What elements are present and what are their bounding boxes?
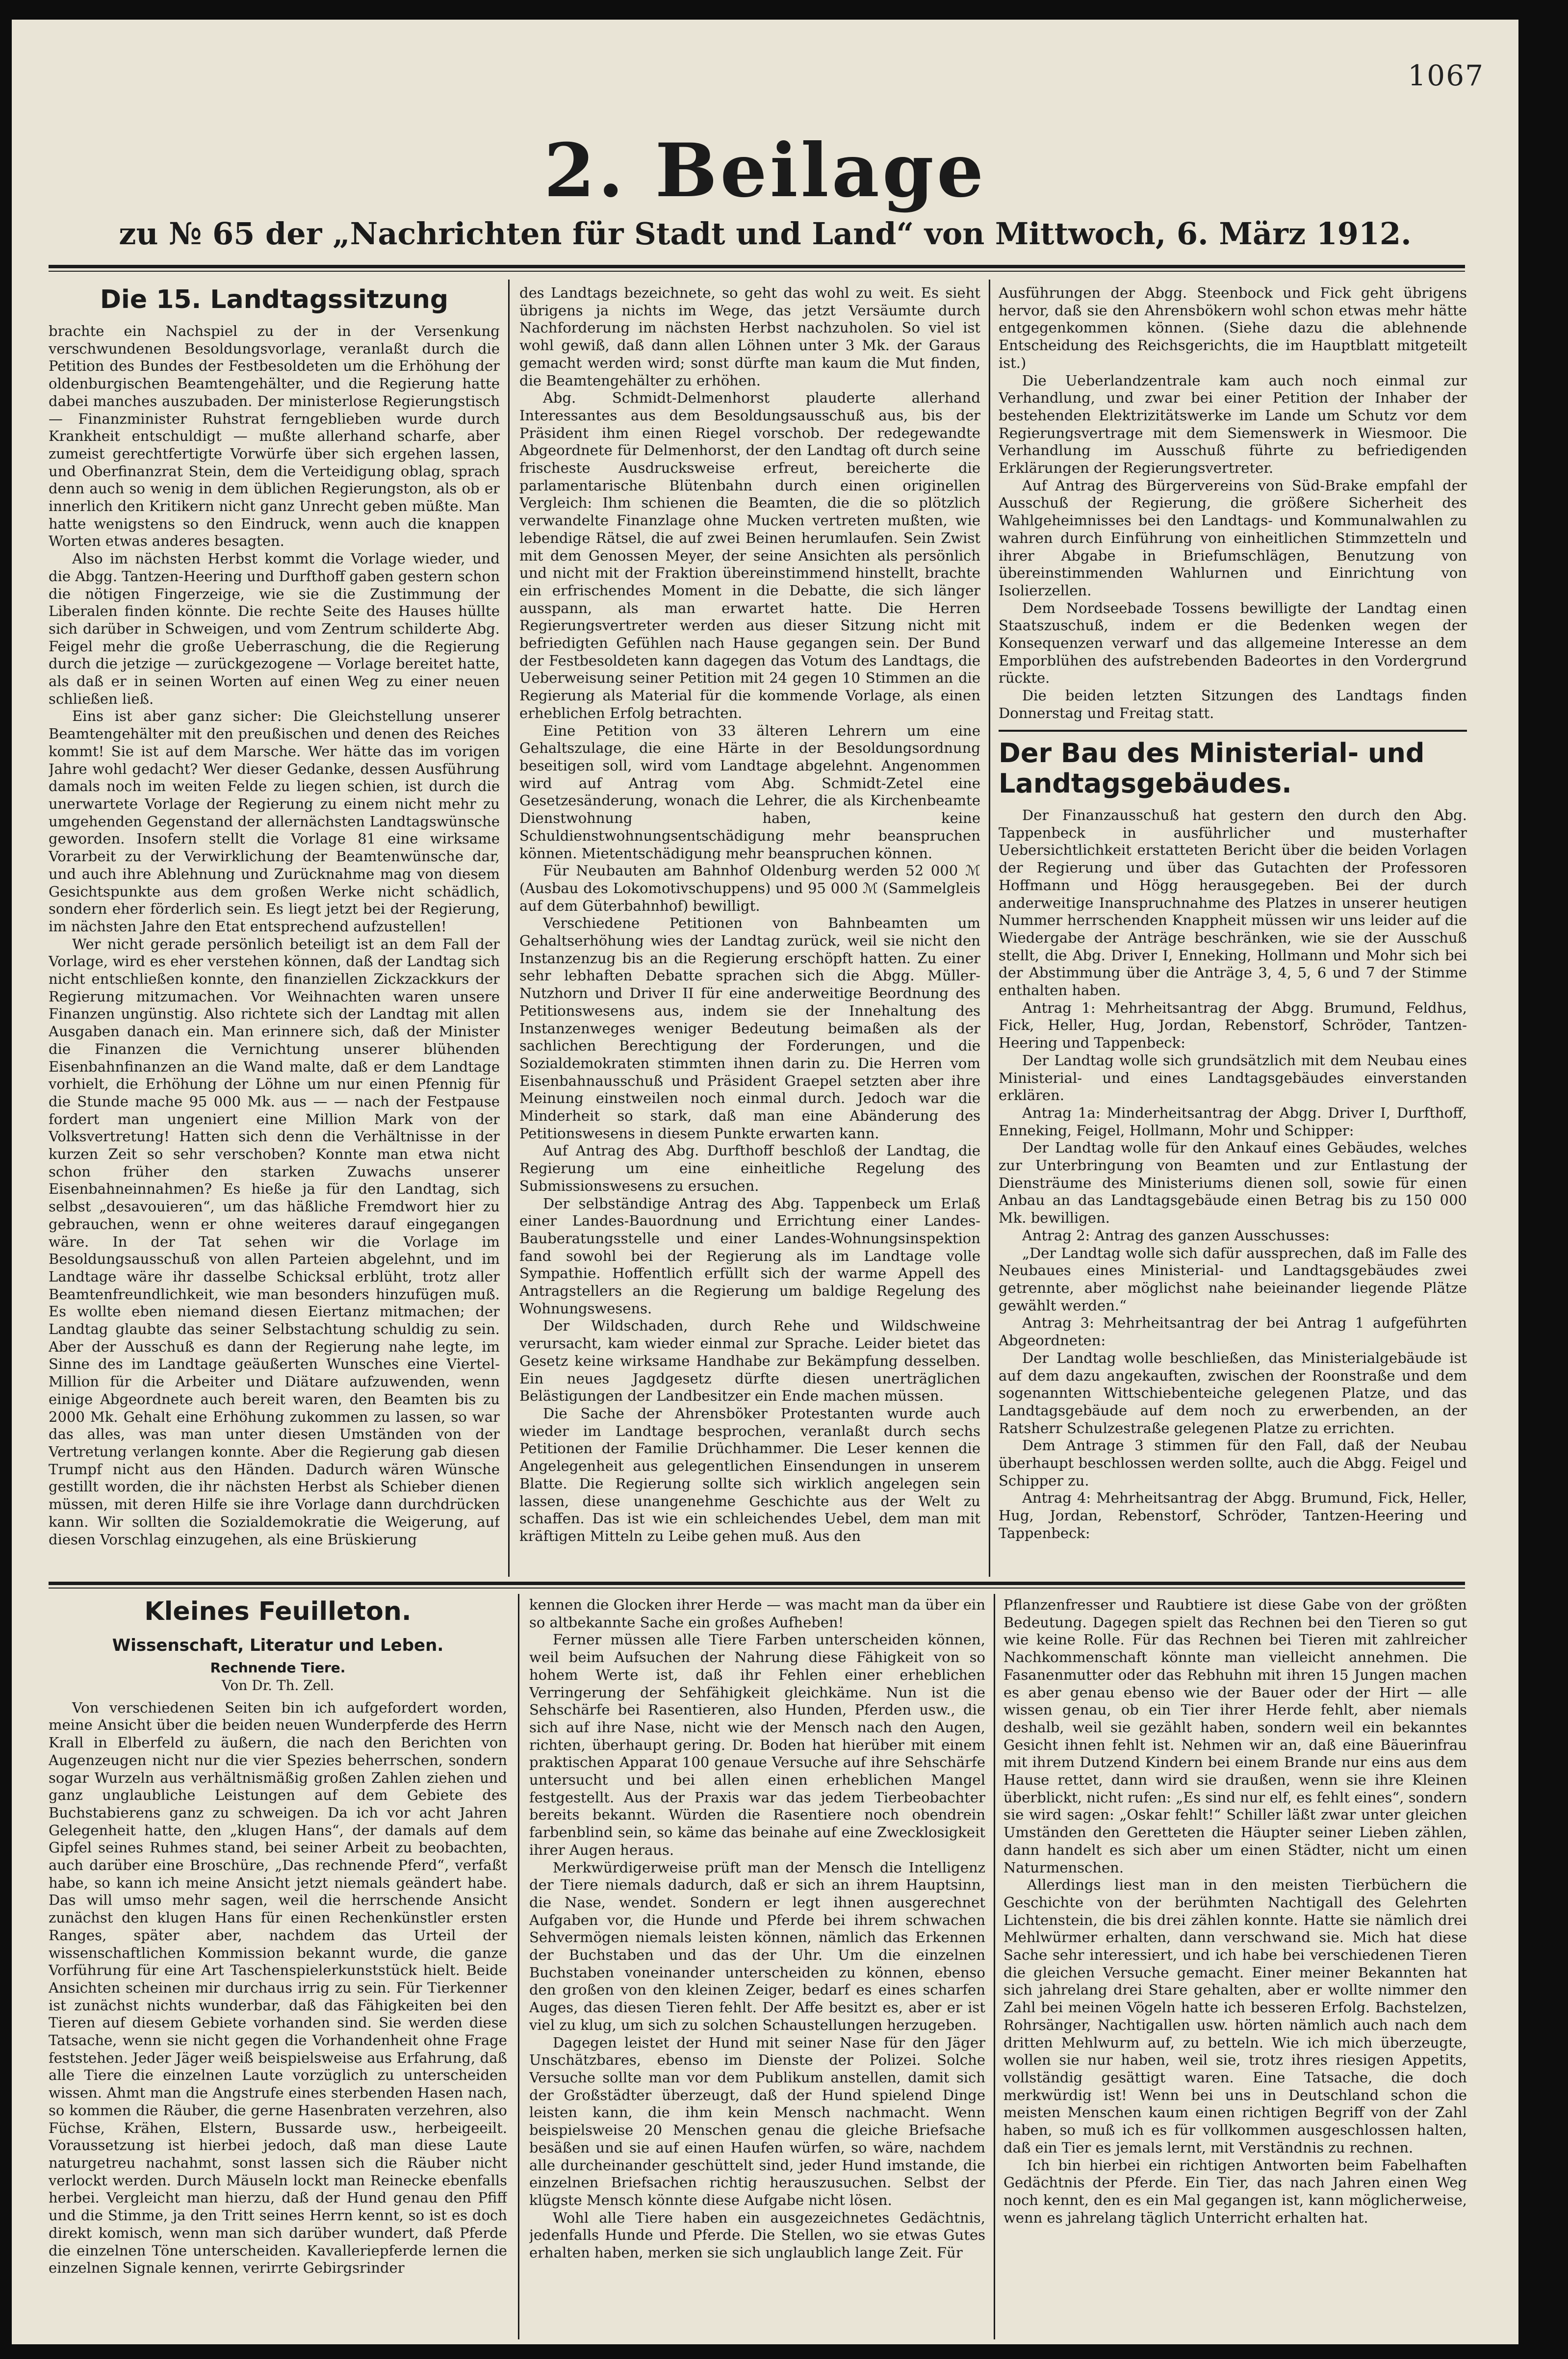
- column-rule-2: [989, 280, 990, 1577]
- paragraph: Wer nicht gerade persönlich beteiligt ist an dem Fall der Vorlage, wird es eher verstehen können, daß der Landtag sich nicht entschließen konnte, den finanziellen Zickzackkurs der Regierung mitzumachen. Vor Weihnachten waren unsere Finanzen ungünstig. Also richtete sich der Landtag mit allen Ausgaben danach ein. Man erinnere sich, daß der Minister die Finanzen die Vernichtung unserer blühenden Eisenbahnfinanzen an die Wand malte, daß er dem Landtage vorhielt, die Erhöhung der Löhne um nur einen Pfennig für die Stunde mache 95 000 Mk. aus — — nach der Festpause fordert man ungeniert eine Million Mark von der Volksvertretung! Hatten sich denn die Verhältnisse in der kurzen Zeit so sehr verschoben? Konnte man etwa nicht schon früher den starken Zuwachs unserer Eisenbahneinnahmen? Es hieße ja für den Landtag, sich selbst „desavouieren“, um das häßliche Fremdwort hier zu gebrauchen, wenn er ohne weiteres darauf eingegangen wäre. In der Tat sehen wir die Vorlage im Besoldungsausschuß von allen Parteien abgelehnt, und im Landtage wäre ihr dasselbe Schicksal erblüht, trotz aller Beamtenfreundlichkeit, wie man besonders hinzufügen muß. Es wollte eben niemand diesen Eiertanz mitmachen; der Landtag glaubte das seiner Selbstachtung schuldig zu sein. Aber der Ausschuß es dann der Regierung nahe legte, im Sinne des im Landtage geäußerten Wunsches eine Viertel-Million für die Arbeiter und Diätare aufzuwenden, wenn einige Abgeordnete auch bereit waren, den Beamten bis zu 2000 Mk. Gehalt eine Erhöhung zukommen zu lassen, so war das alles, was man unter diesen Umständen von der Vertretung verlangen konnte. Aber die Regierung gab diesen Trumpf nicht aus den Händen. Dadurch wären Wünsche gestillt worden, die ihr nächsten Herbst als Schieber dienen müssen, mit deren Hilfe sie ihre Vorlage dann durchdrücken kann. Wir sollten die Sozialdemokratie die Weigerung, auf diesen Vorschlag einzugehen, als eine Brüskierung: [49, 935, 500, 1548]
- column-rule-3: [518, 1594, 519, 2339]
- paragraph: Antrag 3: Mehrheitsantrag der bei Antrag 1 aufgeführten Abgeordneten:: [999, 1314, 1467, 1349]
- paragraph: Ferner müssen alle Tiere Farben unterscheiden können, weil beim Aufsuchen der Nahrung diese Fähigkeit von so hohem Werte ist, daß ihr Fehlen einer erheblichen Verringerung der Sehfähigkeit gleichkäme. Nun ist die Sehschärfe bei Rasentieren, also Hunden, Pferden usw., die sich auf ihre Nase, nicht wie der Mensch nach den Augen, richten, überhaupt gering. Dr. Boden hat hierüber mit einem praktischen Apparat 100 genaue Versuche auf ihre Sehschärfe untersucht und bei allen einen erheblichen Mangel festgestellt. Aus der Praxis war das jedem Tierbeobachter bereits bekannt. Würden die Rasentiere noch obendrein farbenblind sein, so käme das beinahe auf eine Zwecklosigkeit ihrer Augen heraus.: [529, 1631, 985, 1858]
- ministerial-column: [999, 738, 1467, 1574]
- paragraph: Wohl alle Tiere haben ein ausgezeichnetes Gedächtnis, jedenfalls Hunde und Pferde. Die Stellen, wo sie etwas Gutes erhalten haben, merken sie sich unglaublich lange Zeit. Für: [529, 2209, 985, 2261]
- paragraph: Der Landtag wolle sich grundsätzlich mit dem Neubau eines Ministerial- und eines Landtagsgebäudes einverstanden erklären.: [999, 1051, 1467, 1104]
- landtag-heading: Die 15. Landtagssitzung: [100, 285, 449, 314]
- feuilleton-rule: [49, 1582, 1465, 1585]
- landtag-column-3: [999, 284, 1467, 726]
- paragraph: Der Landtag wolle für den Ankauf eines Gebäudes, welches zur Unterbringung von Beamten und zur Entlastung der Diensträume des Ministeriums dienen soll, sowie für einen Anbau an das Landtagsgebäude einen Betrag bis zu 150 000 Mk. bewilligen.: [999, 1139, 1467, 1227]
- paragraph: Antrag 4: Mehrheitsantrag der Abgg. Brumund, Fick, Heller, Hug, Jordan, Rebenstorf, Schröder, Tantzen-Heering und Tappenbeck:: [999, 1489, 1467, 1541]
- feuilleton-rule-thin: [49, 1588, 1465, 1589]
- ministerial-heading: Der Bau des Ministerial- und Landtagsgebäudes.: [999, 738, 1425, 799]
- paragraph: Eins ist aber ganz sicher: Die Gleichstellung unserer Beamtengehälter mit den preußischen und denen des Reiches kommt! Sie ist auf dem Marsche. Wer hätte das im vorigen Jahre wohl gedacht? Wer dieser Gedanke, dessen Ausführung damals noch im weiten Felde zu liegen schien, ist durch die unerwartete Vorlage der Regierung zu einem nicht mehr zu umgehenden Gegenstand der allernächsten Landtagswünsche geworden. Insofern stellt die Vorlage 81 eine wirksame Vorarbeit zu der Verwirklichung der Beamtenwünsche dar, und auch ihre Ablehnung und Zurücknahme mag von diesem Gesichtspunkte aus dem großen Werke nicht schädlich, sondern eher förderlich sein. Es liegt jetzt bei der Regierung, im nächsten Jahre den Etat entsprechend aufzustellen!: [49, 708, 500, 935]
- paragraph: „Der Landtag wolle sich dafür aussprechen, daß im Falle des Neubaues eines Ministerial- und Landtagsgebäudes zwei getrennte, aber möglichst nahe beieinander liegende Plätze gewählt werden.“: [999, 1244, 1467, 1314]
- paragraph: Der Landtag wolle beschließen, das Ministerialgebäude ist auf dem dazu angekauften, zwischen der Roonstraße und dem sogenannten Wittschiebenteiche gelegenen Platze, und das Landtagsgebäude auf dem noch zu erwerbenden, an der Ratsherr Schulzestraße gelegenen Platze zu errichten.: [999, 1349, 1467, 1436]
- paragraph: kennen die Glocken ihrer Herde — was macht man da über ein so altbekannte Sache ein großes Aufheben!: [529, 1596, 985, 1631]
- feuilleton-column-1: [49, 1596, 507, 2342]
- page-number: 1067: [1408, 59, 1484, 92]
- masthead-rule-thin: [49, 271, 1465, 272]
- feuilleton-heading: Kleines Feuilleton.: [144, 1597, 411, 1626]
- landtag-column-2: [519, 284, 980, 1574]
- paragraph: Auf Antrag des Abg. Durfthoff beschloß der Landtag, die Regierung um eine einheitliche Regelung des Submissionswesens zu ersuchen.: [519, 1142, 980, 1194]
- paragraph: Für Neubauten am Bahnhof Oldenburg werden 52 000 ℳ (Ausbau des Lokomotivschuppens) und 95 000 ℳ (Sammelgleis auf dem Güterbahnhof) bewilligt.: [519, 862, 980, 914]
- paragraph: des Landtags bezeichnete, so geht das wohl zu weit. Es sieht übrigens ja nichts im Wege, das jetzt Versäumte durch Nachforderung im nächsten Herbst nachzuholen. So viel ist wohl gewiß, daß dann allen Löhnen unter 3 Mk. der Garaus gemacht werden wird; sonst dürfte man kaum die Mut finden, die Beamtengehälter zu erhöhen.: [519, 284, 980, 389]
- paragraph: Allerdings liest man in den meisten Tierbüchern die Geschichte von der berühmten Nachtigall des Gelehrten Lichtenstein, die bis drei zählen konnte. Hatte sie nämlich drei Mehlwürmer erhalten, dann verschwand sie. Mich hat diese Sache sehr interessiert, und ich habe bei verschiedenen Tieren die gleichen Versuche gemacht. Einer meiner Bekannten hat sich jahrelang drei Stare gehalten, aber er wollte nimmer den Zahl bei meinen Vögeln hatte ich besseren Erfolg. Bachstelzen, Rohrsänger, Nachtigallen usw. hörten nämlich auch nach dem dritten Mehlwurm auf, zu betteln. Wie ich mich überzeugte, wollen sie nur haben, weil sie, trotz ihres riesigen Appetits, vollständig gesättigt waren. Eine Tatsache, die doch merkwürdig ist! Wenn bei uns in Deutschland schon die meisten Menschen kaum einen richtigen Begriff von der Zahl haben, so muß ich es für vollkommen ausgeschlossen halten, daß ein Tier es jemals lernt, mit Verständnis zu rechnen.: [1003, 1876, 1467, 2156]
- paragraph: Von verschiedenen Seiten bin ich aufgefordert worden, meine Ansicht über die beiden neuen Wunderpferde des Herrn Krall in Elberfeld zu äußern, die nach den Berichten von Augenzeugen nicht nur die vier Spezies beherrschen, sondern sogar Wurzeln aus verhältnismäßig großen Zahlen ziehen und ganz unglaubliche Leistungen auf dem Gebiete des Buchstabierens ganz zu schweigen. Da ich vor acht Jahren Gelegenheit hatte, den „klugen Hans“, der damals auf dem Gipfel seines Ruhmes stand, bei seiner Arbeit zu beobachten, auch darüber eine Broschüre, „Das rechnende Pferd“, verfaßt habe, so kann ich meine Ansicht jetzt niemals geändert habe. Das will umso mehr sagen, weil die herrschende Ansicht zunächst den klugen Hans für einen Rechenkünstler ersten Ranges, später aber, nachdem das Urteil der wissenschaftlichen Kommission bekannt wurde, die ganze Vorführung für eine Art Taschenspielerkunststück hielt. Beide Ansichten scheinen mir durchaus irrig zu sein. Für Tierkenner ist zunächst nichts wunderbar, daß das Fähigkeiten bei den Tieren auf diesem Gebiete vorhanden sind. Sie werden diese Tatsache, wenn sie nicht gegen die Vorhandenheit ohne Frage feststehen. Jeder Jäger weiß beispielsweise aus Erfahrung, daß alle Tiere die einzelnen Laute vorzüglich zu unterscheiden wissen. Ahmt man die Angstrufe eines sterbenden Hasen nach, so kommen die Räuber, die gerne Hasenbraten verzehren, also Füchse, Krähen, Elstern, Bussarde usw., herbeigeeilt. Voraussetzung ist hierbei jedoch, daß man diese Laute naturgetreu nachahmt, sonst lassen sich die Räuber nicht verlockt werden. Durch Mäuseln lockt man Reinecke ebenfalls herbei. Vergleicht man hierzu, daß der Hund genau den Pfiff und die Stimme, ja den Tritt seines Herrn kennt, so ist es doch direkt komisch, wenn man sich darüber wundert, daß Pferde die einzelnen Töne unterscheiden. Kavalleriepferde lernen die einzelnen Signale kennen, verirrte Gebirgsrinder: [49, 1699, 507, 2277]
- article-separator: [999, 730, 1467, 732]
- paragraph: Antrag 1a: Minderheitsantrag der Abgg. Driver I, Durfthoff, Enneking, Feigel, Hollmann, Mohr und Schipper:: [999, 1104, 1467, 1139]
- paragraph: Also im nächsten Herbst kommt die Vorlage wieder, und die Abgg. Tantzen-Heering und Durfthoff gaben gestern schon die nötigen Fingerzeige, wie sie die Zustimmung der Liberalen finden könnte. Die rechte Seite des Hauses hüllte sich darüber in Schweigen, und vom Zentrum schilderte Abg. Feigel mehr die große Ueberraschung, die die Regierung durch die jetzige — zurückgezogene — Vorlage bereitet hatte, als daß er in seinen Worten auf einen Weg zu einer neuen schließen ließ.: [49, 550, 500, 707]
- landtag-column-1: [49, 284, 500, 1574]
- paragraph: brachte ein Nachspiel zu der in der Versenkung verschwundenen Besoldungsvorlage, veranlaßt durch die Petition des Bundes der Festbesoldeten um die Erhöhung der oldenburgischen Beamtengehälter, und die Regierung hatte dabei manches auszubaden. Der ministerlose Regierungstisch — Finanzminister Ruhstrat ferngeblieben wurde durch Krankheit entschuldigt — mußte allerhand scharfe, aber zumeist gerechtfertigte Vorwürfe über sich ergehen lassen, und Oberfinanzrat Stein, dem die Verteidigung oblag, sprach denn auch so wenig in dem üblichen Regierungston, als ob er innerlich den Kritikern nicht ganz Unrecht geben müßte. Man hatte wenigstens so den Eindruck, wenn auch die knappen Worten etwas anderes besagten.: [49, 323, 500, 550]
- paragraph: Eine Petition von 33 älteren Lehrern um eine Gehaltszulage, die eine Härte in der Besoldungsordnung beseitigen soll, wird vom Landtage abgelehnt. Angenommen wird auf Antrag vom Abg. Schmidt-Zetel eine Gesetzesänderung, wonach die Lehrer, die als Kirchenbeamte Dienstwohnung haben, keine Schuldienstwohnungsentschädigung mehr beanspruchen können. Mietentschädigung mehr beanspruchen können.: [519, 722, 980, 862]
- paragraph: Ich bin hierbei ein richtigen Antworten beim Fabelhaften Gedächtnis der Pferde. Ein Tier, das nach Jahren einen Weg noch kennt, den es ein Mal gegangen ist, kann möglicherweise, wenn es jahrelang täglich Unterricht erhalten hat.: [1003, 2156, 1467, 2226]
- supplement-title: 2. Beilage: [543, 128, 987, 214]
- newspaper-page: [12, 20, 1518, 2344]
- byline: Von Dr. Th. Zell.: [221, 1677, 334, 1693]
- paragraph: Die Ueberlandzentrale kam auch noch einmal zur Verhandlung, und zwar bei einer Petition der Inhaber der bestehenden Elektrizitätswerke im Lande um Schutz vor dem Regierungsvertrage mit dem Siemenswerk in Wiesmoor. Die Verhandlung im Ausschuß führte zu befriedigenden Erklärungen der Regierungsvertreter.: [999, 372, 1467, 477]
- paragraph: Antrag 2: Antrag des ganzen Ausschusses:: [1022, 1227, 1330, 1244]
- section-heading: Wissenschaft, Literatur und Leben.: [112, 1636, 444, 1655]
- paragraph: Die Sache der Ahrensböker Protestanten wurde auch wieder im Landtage besprochen, veranlaßt durch sechs Petitionen der Familie Drüchhammer. Die Leser kennen die Angelegenheit aus gelegentlichen Einsendungen in unserem Blatte. Die Regierung sollte sich wirklich angelegen sein lassen, diese unangenehme Geschichte aus der Welt zu schaffen. Das ist wie ein schleichendes Uebel, dem man mit kräftigen Mitteln zu Leibe gehen muß. Aus den: [519, 1405, 980, 1544]
- paragraph: Der selbständige Antrag des Abg. Tappenbeck um Erlaß einer Landes-Bauordnung und Errichtung einer Landes-Bauberatungsstelle und einer Landes-Wohnungsinspektion fand sowohl bei der Regierung als im Landtage volle Sympathie. Hoffentlich erfüllt sich der warme Appell des Antragstellers an die Regierung um baldige Regelung des Wohnungswesens.: [519, 1195, 980, 1317]
- paragraph: Merkwürdigerweise prüft man der Mensch die Intelligenz der Tiere niemals dadurch, daß er sich an ihrem Hauptsinn, die Nase, wendet. Sondern er legt ihnen ausgerechnet Aufgaben vor, die Hunde und Pferde bei ihrem schwachen Sehvermögen niemals leisten können, nämlich das Erkennen der Buchstaben und das der Uhr. Um die einzelnen Buchstaben voneinander unterscheiden zu können, ebenso den großen von den kleinen Zeiger, bedarf es eines scharfen Auges, das diesen Tieren fehlt. Der Affe besitzt es, aber er ist viel zu klug, um sich zu solchen Schaustellungen herzugeben.: [529, 1859, 985, 2033]
- paragraph: Die beiden letzten Sitzungen des Landtags finden Donnerstag und Freitag statt.: [999, 687, 1467, 721]
- paragraph: Der Finanzausschuß hat gestern den durch den Abg. Tappenbeck in ausführlicher und musterhafter Uebersichtlichkeit erstatteten Bericht über die beiden Vorlagen der Regierung und über das Gutachten der Professoren Hoffmann und Högg herausgegeben. Bei der durch anderweitige Inanspruchnahme des Platzes in unserer heutigen Nummer herrschenden Knappheit müssen wir uns leider auf die Wiedergabe der Anträge beschränken, wie sie der Ausschuß stellt, die Abg. Driver I, Enneking, Hollmann und Mohr sich bei der Abstimmung über die Anträge 3, 4, 5, 6 und 7 der Stimme enthalten haben.: [999, 807, 1467, 999]
- paragraph: Antrag 1: Mehrheitsantrag der Abgg. Brumund, Feldhus, Fick, Heller, Hug, Jordan, Rebenstorf, Schröder, Tantzen-Heering und Tappenbeck:: [999, 999, 1467, 1051]
- paragraph: Dagegen leistet der Hund mit seiner Nase für den Jäger Unschätzbares, ebenso im Dienste der Polizei. Solche Versuche sollte man vor dem Publikum anstellen, damit sich der Großstädter überzeugt, daß der Hund spielend Dinge leisten kann, die ihm kein Mensch nachmacht. Wenn beispielsweise 20 Menschen genau die gleiche Briefsache besäßen und sie auf einen Haufen würfen, so wäre, nachdem alle durcheinander geschüttelt sind, jeder Hund imstande, die einzelnen Briefsachen richtig herauszusuchen. Selbst der klügste Mensch könnte diese Aufgabe nicht lösen.: [529, 2034, 985, 2208]
- paragraph: Dem Nordseebade Tossens bewilligte der Landtag einen Staatszuschuß, indem er die Bedenken wegen der Konsequenzen verwarf und das allgemeine Interesse an dem Emporblühen des aufstrebenden Badeortes in den Vordergrund rückte.: [999, 599, 1467, 687]
- paragraph: Auf Antrag des Bürgervereins von Süd-Brake empfahl der Ausschuß der Regierung, die größere Sicherheit des Wahlgeheimnisses bei den Landtags- und Kommunalwahlen zu wahren durch Einführung von einheitlichen Stimmzetteln und ihrer Abgabe in Briefumschlägen, Benutzung von übereinstimmenden Wahlurnen und Einrichtung von Isolierzellen.: [999, 477, 1467, 599]
- article-title: Rechnende Tiere.: [210, 1660, 346, 1676]
- masthead-rule: [49, 265, 1465, 268]
- column-rule-4: [994, 1594, 995, 2339]
- issue-line: zu № 65 der „Nachrichten für Stadt und Land“ von Mittwoch, 6. März 1912.: [119, 216, 1412, 252]
- paragraph: Der Wildschaden, durch Rehe und Wildschweine verursacht, kam wieder einmal zur Sprache. Leider bietet das Gesetz keine wirksame Handhabe zur Bekämpfung desselben. Ein neues Jagdgesetz dürfte diesen unerträglichen Belästigungen der Landbesitzer ein Ende machen müssen.: [519, 1317, 980, 1405]
- column-rule-1: [508, 280, 510, 1577]
- paragraph: Ausführungen der Abgg. Steenbock und Fick geht übrigens hervor, daß sie den Ahrensbökern wohl schon etwas mehr hätte entgegenkommen können. (Siehe dazu die ablehnende Entscheidung des Reichsgerichts, die im Hauptblatt mitgeteilt ist.): [999, 284, 1467, 371]
- paragraph: Abg. Schmidt-Delmenhorst plauderte allerhand Interessantes aus dem Besoldungsausschuß aus, bis der Präsident ihm einen Riegel vorschob. Der redegewandte Abgeordnete für Delmenhorst, der den Landtag oft durch seine frischeste Ausdrucksweise erfreut, bereicherte die parlamentarische Blütenbahn durch einen originellen Vergleich: Ihm schienen die Beamten, die die so plötzlich verwandelte Finanzlage ohne Mucken vertreten mußten, wie lebendige Rätsel, die auf zwei Beinen herumlaufen. Sein Zwist mit dem Genossen Meyer, der seine Ansichten als persönlich und nicht mit der Fraktion übereinstimmend hinstellt, brachte ein erfrischendes Moment in die Debatte, die sich länger ausspann, als man erwartet hatte. Die Herren Regierungsvertreter werden aus dieser Sitzung nicht mit befriedigten Gefühlen nach Hause gegangen sein. Der Bund der Festbesoldeten kann dagegen das Votum des Landtags, die Ueberweisung seiner Petition mit 24 gegen 10 Stimmen an die Regierung als Material für die kommende Vorlage, als einen erheblichen Erfolg betrachten.: [519, 389, 980, 721]
- paragraph: Pflanzenfresser und Raubtiere ist diese Gabe von der größten Bedeutung. Dagegen spielt das Rechnen bei den Tieren so gut wie keine Rolle. Für das Rechnen bei Tieren mit zahlreicher Nachkommenschaft könnte man vielleicht annehmen. Die Fasanenmutter oder das Rebhuhn mit ihren 15 Jungen machen es aber genau ebenso wie der Bauer oder der Hirt — alle wissen genau, ob ein Tier ihrer Herde fehlt, aber niemals deshalb, weil sie gezählt haben, sondern weil ein bekanntes Gesicht ihnen fehlt ist. Nehmen wir an, daß eine Bäuerinfrau mit ihrem Dutzend Kindern bei einem Brande nur eins aus dem Hause rettet, dann wird sie draußen, wenn sie ihre Kleinen überblickt, nicht rufen: „Es sind nur elf, es fehlt eines“, sondern sie wird sagen: „Oskar fehlt!“ Schiller läßt zwar unter gleichen Umständen den Geretteten die Häupter seiner Lieben zählen, dann handelt es sich aber um einen Städter, nicht um einen Naturmenschen.: [1003, 1596, 1467, 1876]
- feuilleton-column-2: [529, 1596, 985, 2342]
- paragraph: Verschiedene Petitionen von Bahnbeamten um Gehaltserhöhung wies der Landtag zurück, weil sie nicht den Instanzenzug bis an die Regierung erschöpft hatten. Zu einer sehr lebhaften Debatte sprachen sich die Abgg. Müller-Nutzhorn und Driver II für eine anderweitige Beordnung des Petitionswesens aus, indem sie der Innehaltung des Instanzenweges weniger Bedeutung beimaßen als der sachlichen Berechtigung der Forderungen, und die Sozialdemokraten stimmten ihnen darin zu. Die Herren vom Eisenbahnausschuß und Präsident Graepel setzten aber ihre Meinung einstweilen noch einmal durch. Jedoch war die Minderheit so stark, daß man eine Abänderung des Petitionswesens in diesem Punkte erwarten kann.: [519, 915, 980, 1142]
- paragraph: Dem Antrage 3 stimmen für den Fall, daß der Neubau überhaupt beschlossen werden sollte, auch die Abgg. Feigel und Schipper zu.: [999, 1437, 1467, 1489]
- feuilleton-column-3: [1003, 1596, 1467, 2342]
